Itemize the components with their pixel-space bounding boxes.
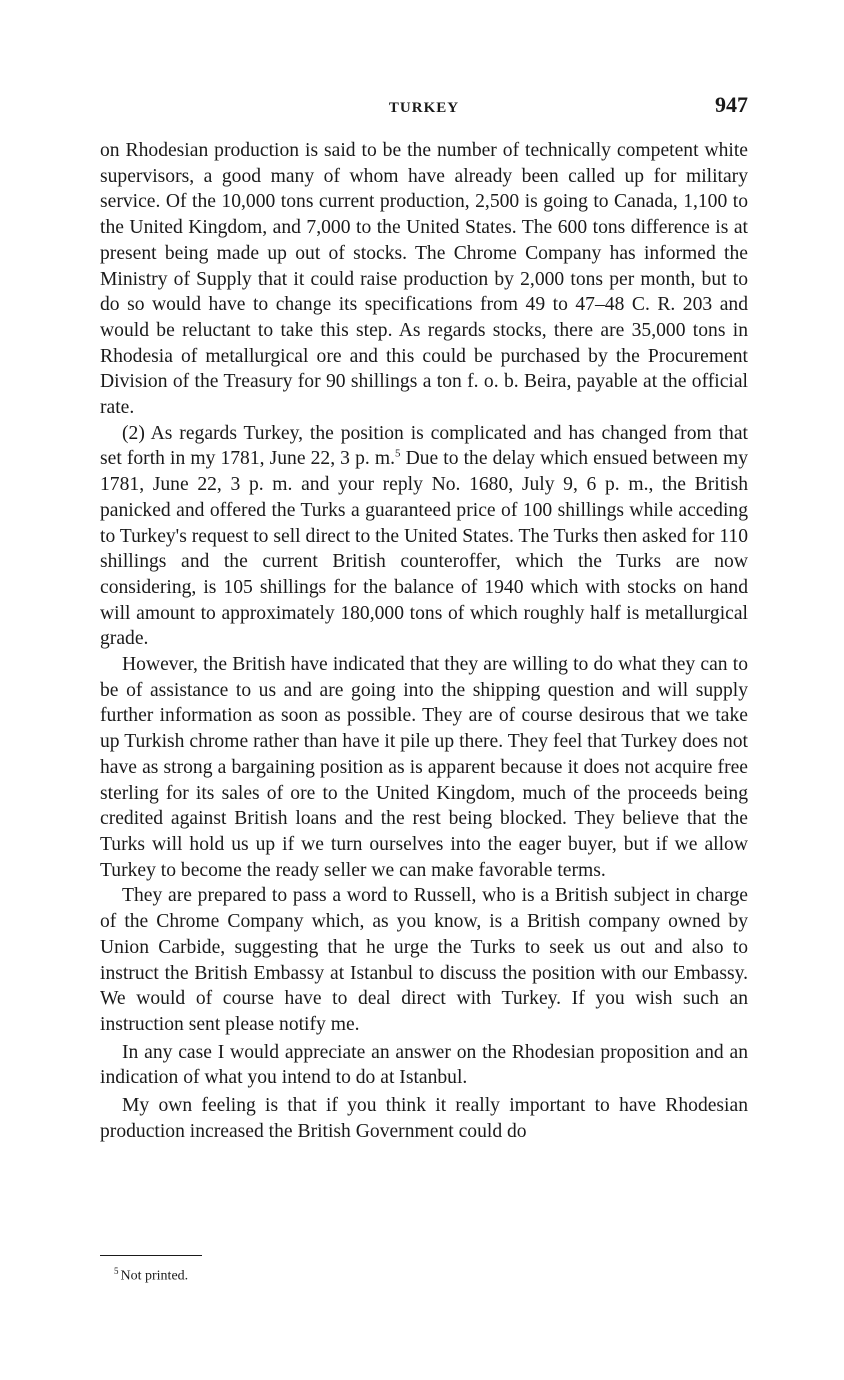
paragraph-6: My own feeling is that if you think it really important to have Rhodesian production increased the British Government could do	[100, 1095, 748, 1142]
footnote-reference: 5	[394, 447, 401, 460]
paragraph-2-text-a: (2) As regards Turkey, the position is complicated and has changed from that set forth in my 1781, June 22, 3 p. m.	[100, 422, 748, 470]
footnote-text: Not printed.	[120, 1268, 189, 1284]
running-title: TURKEY	[388, 100, 460, 116]
paragraph-4: They are prepared to pass a word to Russell, who is a British subject in charge of the Chrome Company which, as you know, is a British company owned by Union Carbide, suggesting that he urge the Turks to seek us out and also to instruct the British Embassy at Istanbul to discuss the position with our Embassy. We would of course have to deal direct with Turkey. If you wish such an instruction sent please notify me.	[100, 885, 748, 1035]
page-number: 947	[715, 92, 748, 117]
running-header	[100, 92, 748, 120]
paragraph-2-text-b: Due to the delay which ensued between my 1781, June 22, 3 p. m. and your reply No. 1680, July 9, 6 p. m., the British panicked and offered the Turks a guaranteed price of 100 shillings while acceding to Turkey's request to sell direct to the United States. The Turks then asked for 110 shillings and the current British counteroffer, which the Turks are now considering, is 105 shillings for the balance of 1940 which with stocks on hand will amount to approximately 180,000 tons of which roughly half is metallurgical grade.	[100, 448, 748, 650]
footnote-marker: 5	[114, 1266, 119, 1276]
paragraph-5: In any case I would appreciate an answer on the Rhodesian proposition and an indication of what you intend to do at Istanbul.	[100, 1041, 748, 1089]
paragraph-3: However, the British have indicated that they are willing to do what they can to be of assistance to us and are going into the shipping question and will supply further information as soon as possible. They are of course desirous that we take up Turkish chrome rather than have it pile up there. They feel that Turkey does not have as strong a bargaining position as is apparent because it does not acquire free sterling for its sales of ore to the United Kingdom, much of the proceeds being credited against British loans and the rest being blocked. They believe that the Turks will hold us up if we turn ourselves into the eager buyer, but if we allow Turkey to become the ready seller we can make favorable terms.	[100, 654, 748, 881]
footnote	[114, 1266, 188, 1285]
paragraph-2	[100, 421, 748, 652]
body-text	[100, 138, 748, 1144]
footnote-divider	[100, 1255, 202, 1256]
paragraph-1: on Rhodesian production is said to be the number of technically competent white supervisors, a good many of whom have already been called up for military service. Of the 10,000 tons current production, 2,500 is going to Canada, 1,100 to the United Kingdom, and 7,000 to the United States. The 600 tons difference is at present being made up out of stocks. The Chrome Company has informed the Ministry of Supply that it could raise production by 2,000 tons per month, but to do so would have to change its specifications from 49 to 47–48 C. R. 203 and would be reluctant to take this step. As regards stocks, there are 35,000 tons in Rhodesia of metallurgical ore and this could be purchased by the Procurement Division of the Treasury for 90 shillings a ton f. o. b. Beira, payable at the official rate.	[100, 140, 748, 419]
